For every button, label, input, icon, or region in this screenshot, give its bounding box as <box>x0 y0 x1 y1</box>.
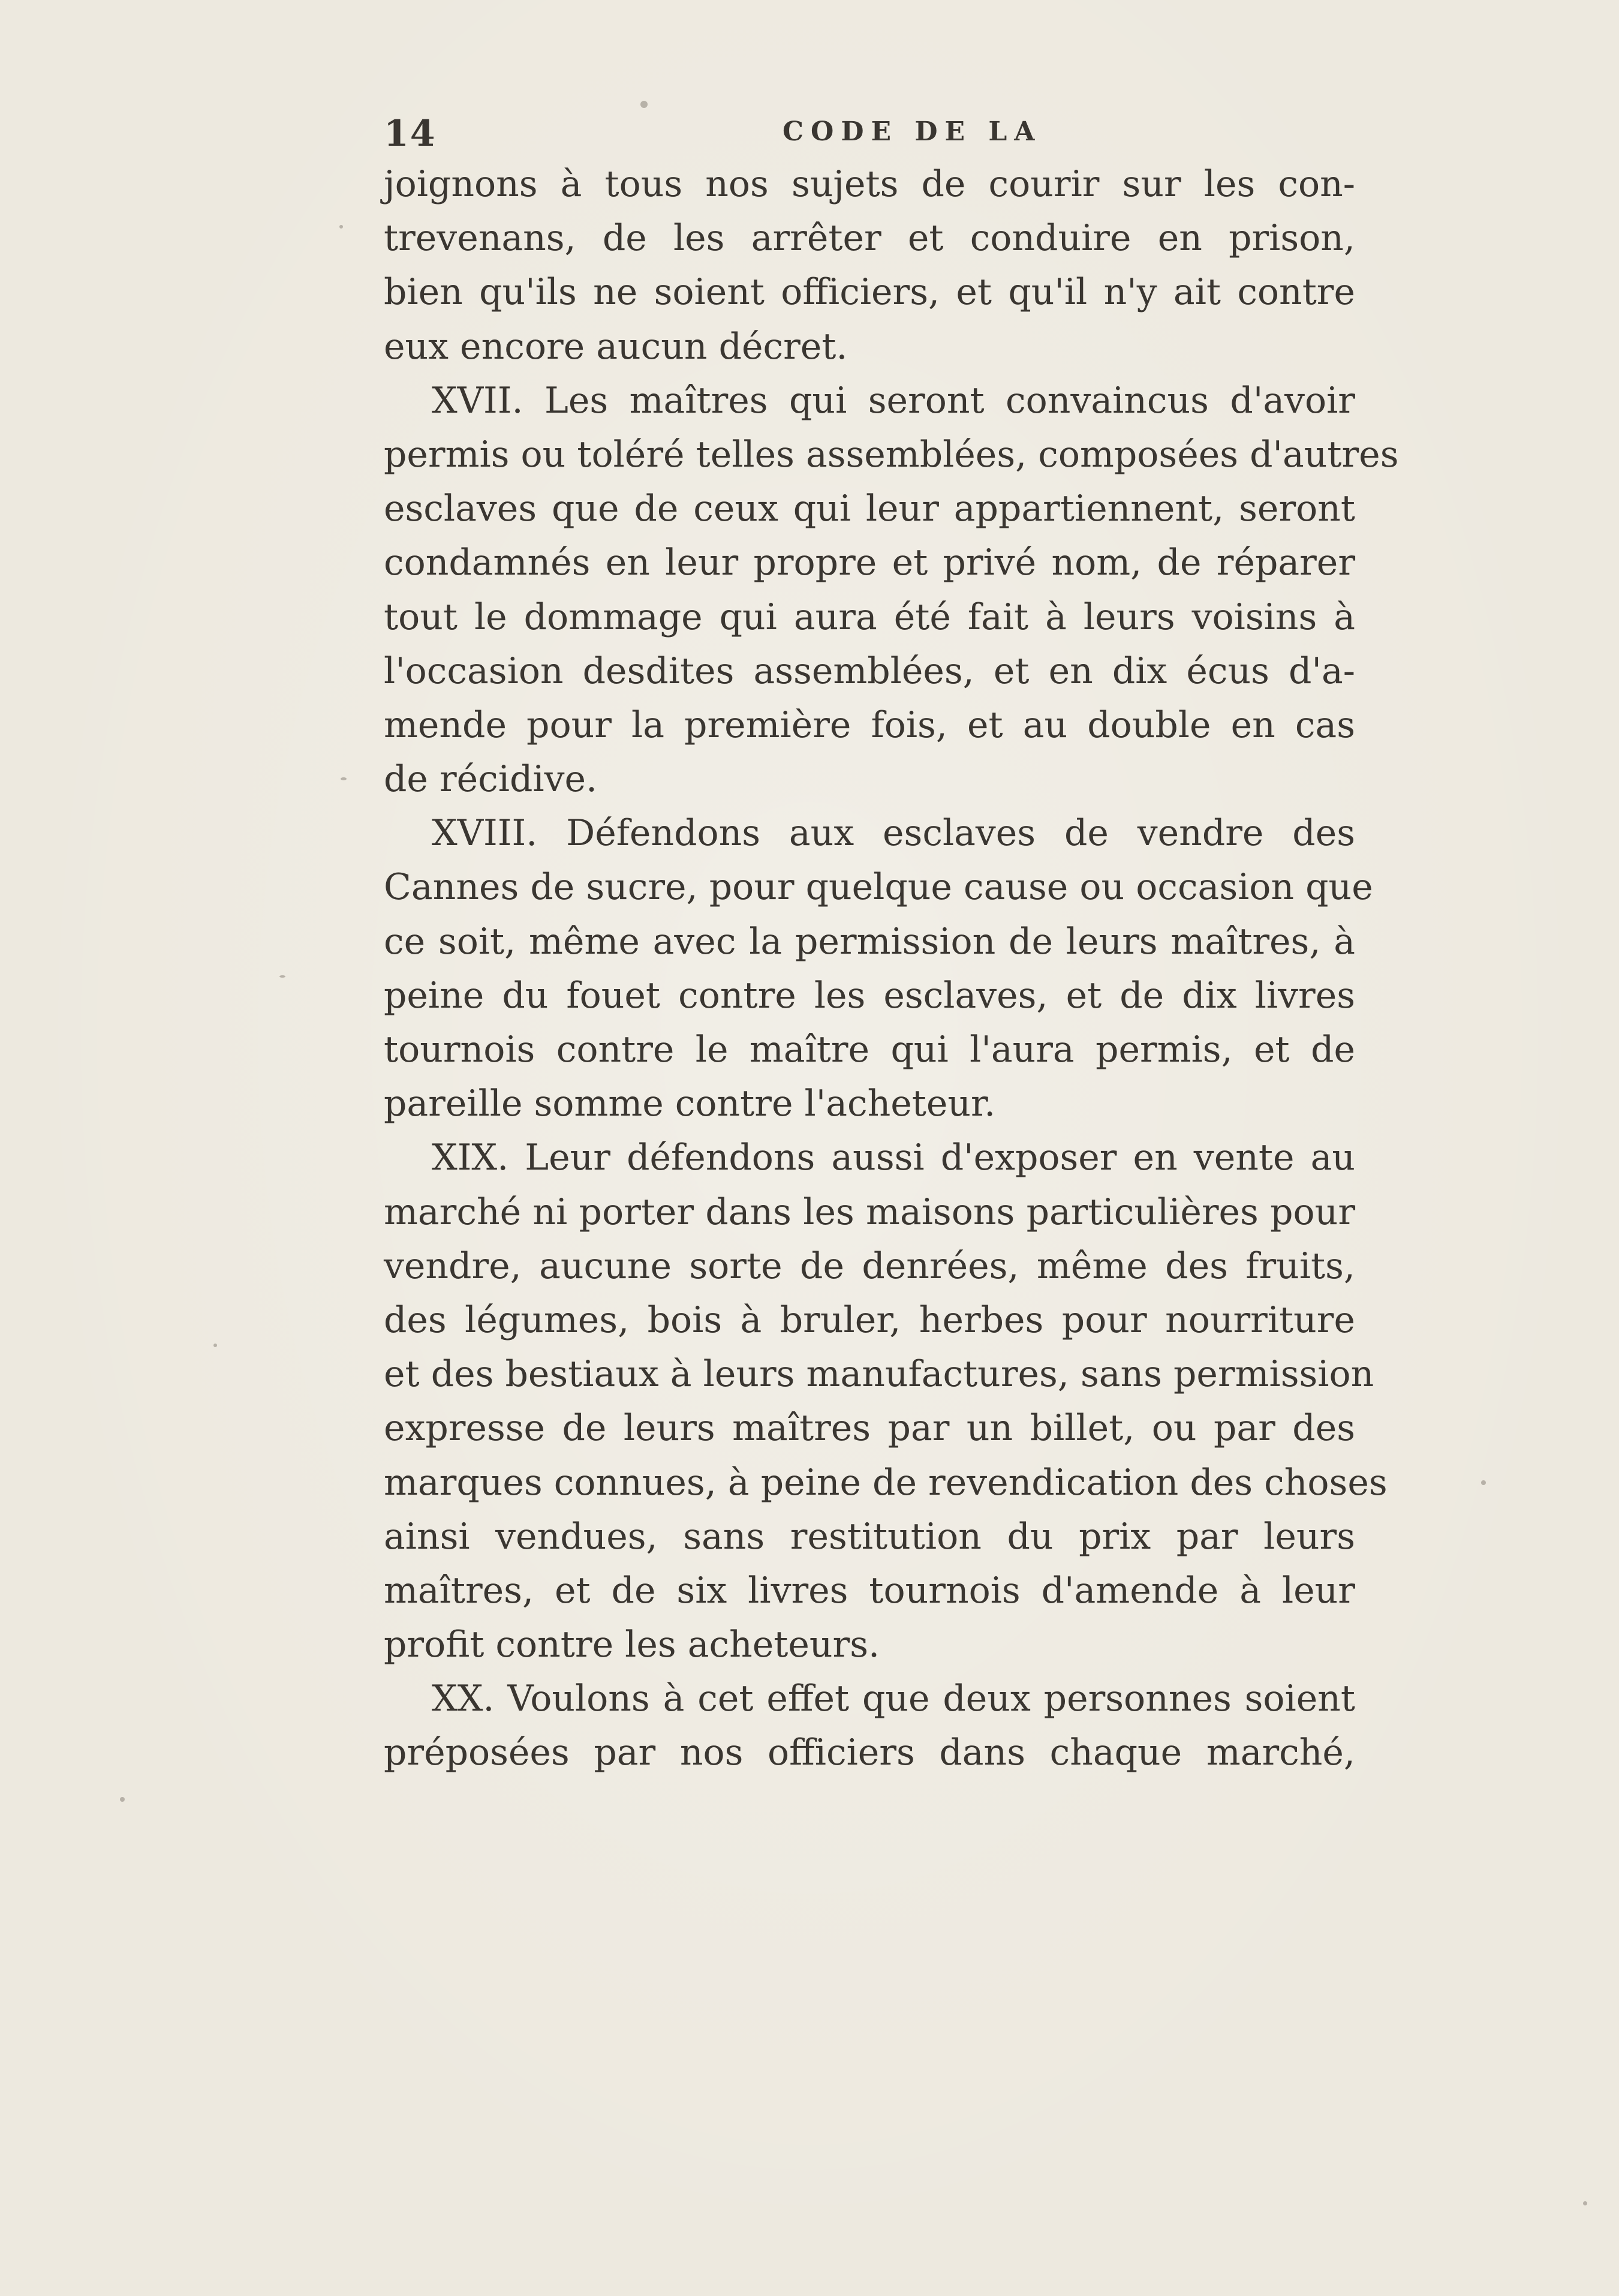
text-line: maîtres, et de six livres tournois d'amende à leur <box>384 1569 1355 1612</box>
text-line: marques connues, à peine de revendication des choses <box>384 1461 1388 1504</box>
text-line: l'occasion desdites assemblées, et en dix écus d'a- <box>384 650 1355 692</box>
text-line: marché ni porter dans les maisons particulières pour <box>384 1191 1355 1233</box>
paper-speck <box>120 1797 125 1802</box>
text-line: des légumes, bois à bruler, herbes pour nourriture <box>384 1299 1355 1341</box>
text-line: expresse de leurs maîtres par un billet, ou par des <box>384 1407 1355 1450</box>
article-19-first-line: XIX. Leur défendons aussi d'exposer en vente au <box>432 1137 1355 1179</box>
paper-speck <box>339 225 343 229</box>
text-line: et des bestiaux à leurs manufactures, sans permission <box>384 1353 1374 1396</box>
running-head: CODE DE LA <box>783 116 1042 147</box>
text-line: eux encore aucun décret. <box>384 325 848 368</box>
text-line: trevenans, de les arrêter et conduire en prison, <box>384 217 1355 260</box>
text-line: mende pour la première fois, et au double en cas <box>384 704 1355 746</box>
paper-speck <box>341 777 347 780</box>
text-line: peine du fouet contre les esclaves, et de dix livres <box>384 974 1355 1017</box>
text-line: préposées par nos officiers dans chaque marché, <box>384 1732 1355 1774</box>
text-line: permis ou toléré telles assemblées, composées d'autres <box>384 433 1399 476</box>
article-20-first-line: XX. Voulons à cet effet que deux personnes soient <box>432 1678 1355 1720</box>
paper-speck <box>1481 1480 1486 1485</box>
text-line: ainsi vendues, sans restitution du prix par leurs <box>384 1515 1355 1558</box>
text-line: ce soit, même avec la permission de leurs maîtres, à <box>384 920 1355 963</box>
text-line: bien qu'ils ne soient officiers, et qu'il n'y ait contre <box>384 271 1355 314</box>
text-line: esclaves que de ceux qui leur appartiennent, seront <box>384 488 1355 530</box>
article-18-first-line: XVIII. Défendons aux esclaves de vendre des <box>432 812 1355 855</box>
text-line: tout le dommage qui aura été fait à leurs voisins à <box>384 596 1355 638</box>
text-line: pareille somme contre l'acheteur. <box>384 1083 996 1125</box>
text-line: profit contre les acheteurs. <box>384 1624 880 1666</box>
article-17-first-line: XVII. Les maîtres qui seront convaincus d'avoir <box>432 379 1355 422</box>
paper-speck <box>640 101 648 108</box>
text-line: condamnés en leur propre et privé nom, de réparer <box>384 542 1355 584</box>
page-number: 14 <box>384 113 437 155</box>
text-line: de récidive. <box>384 758 598 801</box>
paper-speck <box>213 1344 217 1347</box>
paper-speck <box>279 975 285 978</box>
text-line: vendre, aucune sorte de denrées, même des fruits, <box>384 1245 1355 1287</box>
text-line: joignons à tous nos sujets de courir sur les con- <box>384 163 1355 205</box>
text-line: Cannes de sucre, pour quelque cause ou occasion que <box>384 866 1373 909</box>
body-text <box>384 157 1399 1780</box>
paper-speck <box>1583 2201 1587 2205</box>
page-header <box>384 113 1355 155</box>
text-line: tournois contre le maître qui l'aura permis, et de <box>384 1029 1355 1071</box>
